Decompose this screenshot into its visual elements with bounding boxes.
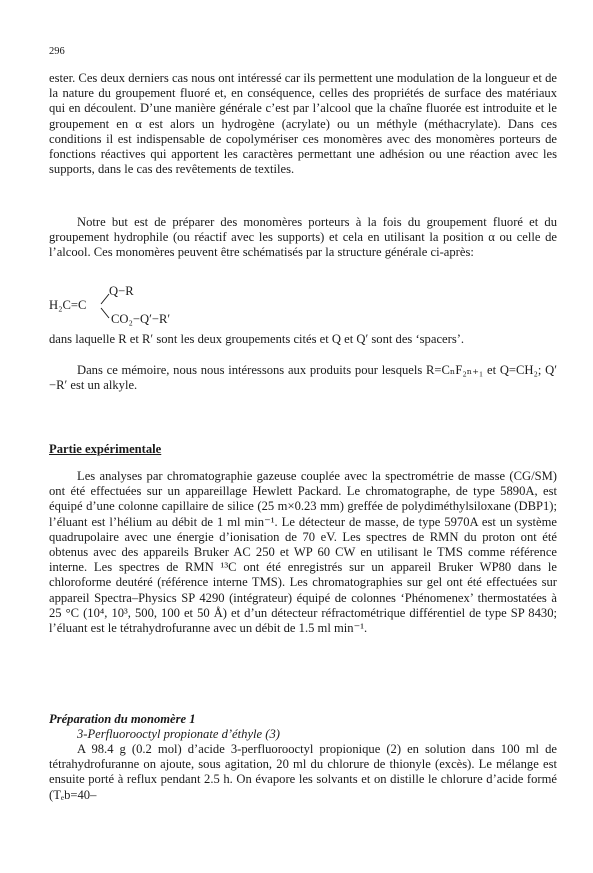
- section-heading: Partie expérimentale: [49, 442, 162, 456]
- structural-formula: [49, 283, 249, 327]
- subsection-headings: [49, 712, 557, 742]
- formula-upper: Q−R: [109, 284, 134, 298]
- paragraph-methods: Les analyses par chromatographie gazeuse couplée avec la spectrométrie de masse (CG/SM) ont été effectuées sur un appareillage Hewlett Packard. Le chromatographe, de type 5890A, est équipé d’une colonne capillaire de silice (25 m×0.23 mm) greffée de polydiméthylsiloxane (DBP1); l’éluant est l’hélium au débit de 1 ml min⁻¹. Le détecteur de masse, de type 5970A est un système quadrupolaire avec une énergie d’ionisation de 70 eV. Les spectres de RMN du proton ont été obtenus avec des appareils Bruker AC 250 et WP 60 CW en utilisant le TMS comme référence interne. Les spectres de RMN ¹³C ont été enregistrés sur un appareil Bruker WP80 dans le chloroforme deutéré (référence interne TMS). Les chromatographies sur gel ont été effectuées sur appareil Spectra–Physics SP 4290 (intégrateur) équipé de colonnes ‘Phénomenex’ thermostatées à 25 °C (10⁴, 10³, 500, 100 et 50 Å) et d’un détecteur réfractométrique différentiel de type SP 8430; l’éluant est le tétrahydrofuranne avec un débit de 1.5 ml min⁻¹.: [49, 469, 557, 636]
- formula-bonds: [49, 283, 119, 327]
- paragraph-procedure: A 98.4 g (0.2 mol) d’acide 3-perfluorooctyl propionique (2) en solution dans 100 ml de tétrahydrofuranne on ajoute, sous agitation, 20 ml du chlorure de thionyle (excès). Le mélange est ensuite porté à reflux pendant 2.5 h. On évapore les solvants et on distille le chlorure d’acide formé (Tₑb=40–: [49, 742, 557, 802]
- paragraph-intro: ester. Ces deux derniers cas nous ont intéressé car ils permettent une modulation de la longueur et de la nature du groupement fluoré et, en conséquence, celles des propriétés de surface des matériaux qui en découlent. D’une manière générale c’est par l’alcool que la chaîne fluorée est introduite et le groupement en α est alors un hydrogène (acrylate) ou un méthyle (méthacrylate). Dans ces conditions il est indispensable de copolymériser ces monomères avec des monomères porteurs de fonctions réactives qui apportent les caractères permettant une adhésion ou une réaction avec les supports, dans le cas des revêtements de textiles.: [49, 71, 557, 177]
- subheading-compound: 3-Perfluorooctyl propionate d’éthyle (3): [77, 727, 280, 742]
- paragraph-memoir: Dans ce mémoire, nous nous intéressons aux produits pour lesquels R=CₙF₂ₙ₊₁ et Q=CH₂; Q′−R′ est un alkyle.: [49, 363, 557, 393]
- paragraph-where: dans laquelle R et R′ sont les deux groupements cités et Q et Q′ sont des ‘spacers’.: [49, 332, 465, 346]
- paragraph-goal: Notre but est de préparer des monomères porteurs à la fois du groupement fluoré et du groupement hydrophile (ou réactif avec les supports) et cela en utilisant la position α ou celle de l’alcool. Ces monomères peuvent être schématisés par la structure générale ci-après:: [49, 215, 557, 260]
- page-number: 296: [49, 46, 65, 57]
- formula-left: H₂C=C: [49, 298, 87, 312]
- subheading-monomer: Préparation du monomère 1: [49, 712, 196, 726]
- formula-lower: CO₂−Q′−R′: [111, 312, 171, 326]
